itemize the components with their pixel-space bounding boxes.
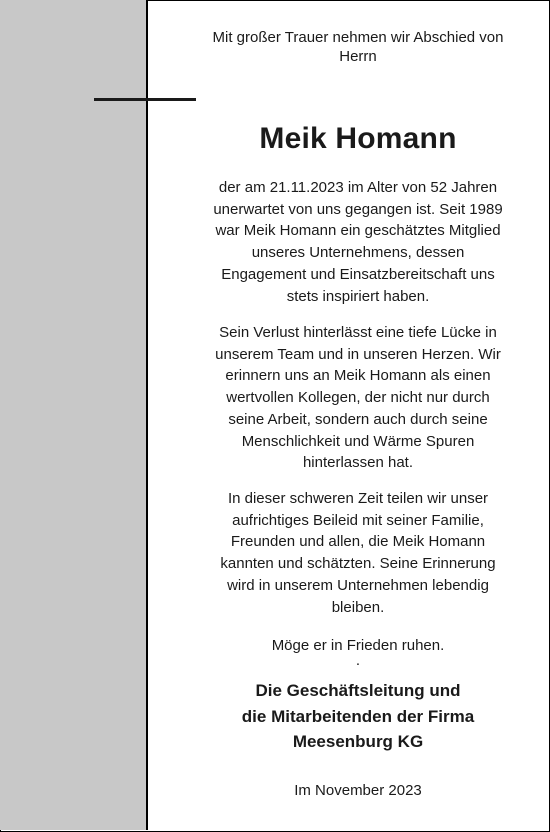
farewell-text: Möge er in Frieden ruhen. bbox=[271, 637, 445, 654]
paragraph-3: In dieser schweren Zeit teilen wir unser aufrichtiges Beileid mit seiner Familie, Freunden und allen, die Meik Homann kannten und schätzten. Seine Erinnerung wird in unserem Unternehmen lebendig bleiben. bbox=[220, 490, 496, 616]
signature-block: Die Geschäftsleitung und die Mitarbeitenden der Firma Meesenburg KG bbox=[241, 681, 475, 751]
side-band bbox=[0, 0, 148, 830]
intro-text: Mit großer Trauer nehmen wir Abschied von Herrn bbox=[212, 29, 504, 65]
separator-dot: . bbox=[355, 652, 361, 669]
paragraph-1: der am 21.11.2023 im Alter von 52 Jahren unerwartet von uns gegangen ist. Seit 1989 war Meik Homann ein geschätztes Mitglied unseres Unternehmens, dessen Engagement und Einsatzbereitschaft uns stets inspiriert haben. bbox=[213, 179, 503, 305]
deceased-name: Meik Homann bbox=[259, 122, 457, 155]
notice-date: Im November 2023 bbox=[294, 782, 422, 799]
paragraph-2: Sein Verlust hinterlässt eine tiefe Lücke in unserem Team und in unseren Herzen. Wir erinnern uns an Meik Homann als einen wertvollen Kollegen, der nicht nur durch seine Arbeit, sondern auch durch seine Menschlichkeit und Wärme Spuren hinterlassen hat. bbox=[215, 324, 501, 472]
cross-icon bbox=[94, 98, 196, 101]
